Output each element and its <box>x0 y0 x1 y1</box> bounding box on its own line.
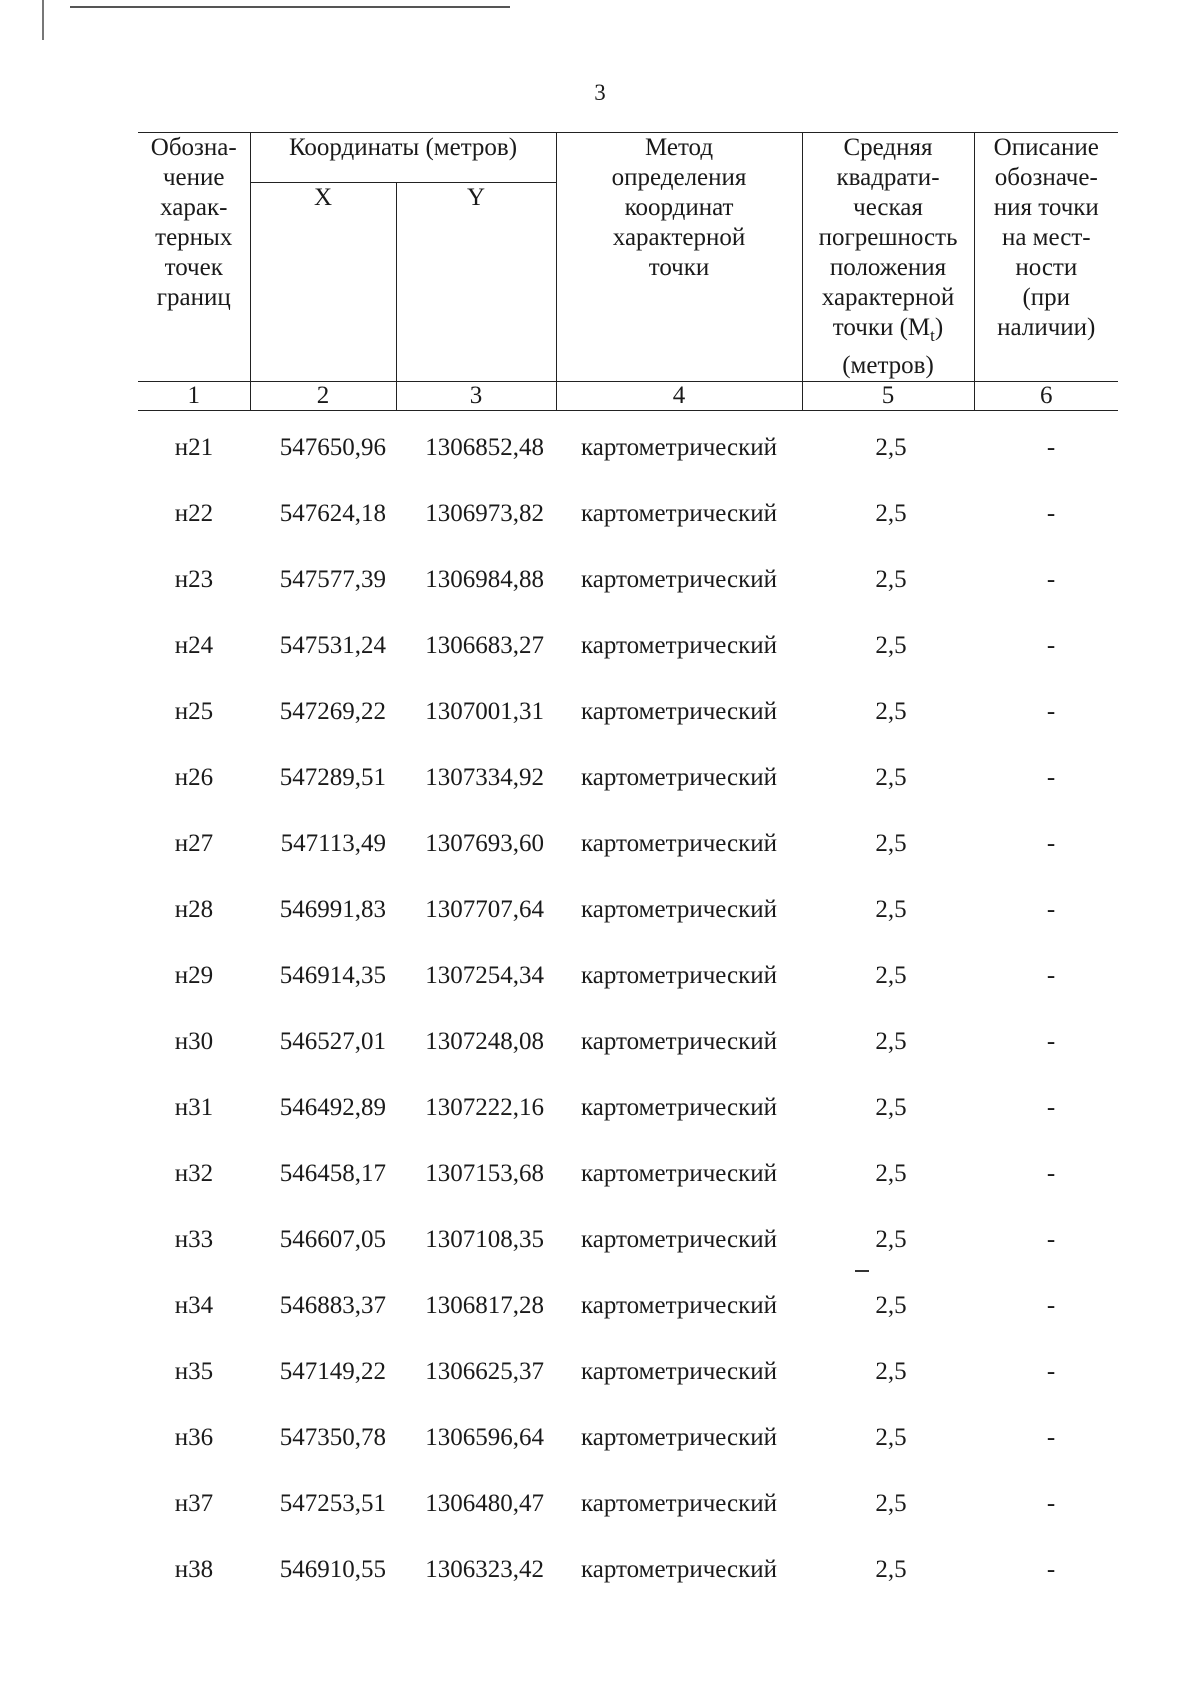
cell-description: - <box>1046 896 1056 923</box>
header-error-subscript: t <box>930 326 935 345</box>
cell-description: - <box>1046 1226 1056 1253</box>
cell-x: 547350,78 <box>279 1424 386 1451</box>
cell-description: - <box>1046 1424 1056 1451</box>
cell-point: н28 <box>174 896 214 923</box>
cell-error: 2,5 <box>875 1556 907 1583</box>
cell-method: картометрический <box>581 1358 777 1385</box>
column-number: 3 <box>396 382 556 411</box>
cell-y: 1306323,42 <box>425 1556 545 1583</box>
cell-x: 547269,22 <box>279 698 386 725</box>
header-x-text: X <box>313 184 333 211</box>
cell-x: 547650,96 <box>279 434 386 461</box>
cell-y: 1307222,16 <box>425 1094 545 1121</box>
cell-description: - <box>1046 830 1056 857</box>
table-row <box>138 1537 1118 1603</box>
scan-edge-line <box>70 6 510 8</box>
cell-y: 1307248,08 <box>425 1028 545 1055</box>
table-row <box>138 481 1118 547</box>
table-row <box>138 679 1118 745</box>
header-method-text: Метод определения координат характерной точки <box>611 134 747 281</box>
cell-description: - <box>1046 1094 1056 1121</box>
cell-error: 2,5 <box>875 632 907 659</box>
cell-method: картометрический <box>581 830 777 857</box>
cell-x: 547253,51 <box>279 1490 386 1517</box>
cell-y: 1306480,47 <box>425 1490 545 1517</box>
cell-description: - <box>1046 764 1056 791</box>
cell-error: 2,5 <box>875 896 907 923</box>
cell-point: н30 <box>174 1028 214 1055</box>
header-description-text: Описание обозначе- ния точки на мест- ности (при наличии) <box>993 134 1099 341</box>
cell-method: картометрический <box>581 1556 777 1583</box>
cell-description: - <box>1046 1028 1056 1055</box>
cell-method: картометрический <box>581 434 777 461</box>
page-number: 3 <box>594 80 606 105</box>
table-row <box>138 1141 1118 1207</box>
cell-y: 1306625,37 <box>425 1358 545 1385</box>
column-number: 5 <box>802 382 974 411</box>
cell-description: - <box>1046 698 1056 725</box>
cell-error: 2,5 <box>875 500 907 527</box>
cell-description: - <box>1046 1160 1056 1187</box>
cell-y: 1306852,48 <box>425 434 545 461</box>
cell-description: - <box>1046 632 1056 659</box>
cell-method: картометрический <box>581 1226 777 1253</box>
cell-x: 546607,05 <box>279 1226 386 1253</box>
cell-x: 546492,89 <box>279 1094 386 1121</box>
table-row <box>138 1075 1118 1141</box>
header-coordinates-text: Координаты (метров) <box>288 134 518 161</box>
cell-error: 2,5 <box>875 962 907 989</box>
cell-y: 1306984,88 <box>425 566 545 593</box>
cell-point: н25 <box>174 698 214 725</box>
table-row <box>138 1009 1118 1075</box>
header-point-text: Обозна- чение харак- терных точек границ <box>150 134 237 311</box>
cell-x: 546991,83 <box>279 896 386 923</box>
cell-point: н34 <box>174 1292 214 1319</box>
cell-point: н23 <box>174 566 214 593</box>
header-x <box>250 183 396 382</box>
cell-method: картометрический <box>581 896 777 923</box>
cell-method: картометрический <box>581 1094 777 1121</box>
column-number-row <box>138 382 1118 411</box>
cell-point: н35 <box>174 1358 214 1385</box>
cell-description: - <box>1046 1556 1056 1583</box>
cell-error: 2,5 <box>875 1226 907 1253</box>
cell-point: н27 <box>174 830 214 857</box>
cell-point: н29 <box>174 962 214 989</box>
cell-point: н22 <box>174 500 214 527</box>
cell-point: н33 <box>174 1226 214 1253</box>
cell-method: картометрический <box>581 632 777 659</box>
header-y-text: Y <box>466 184 486 211</box>
cell-description: - <box>1046 500 1056 527</box>
cell-x: 546527,01 <box>279 1028 386 1055</box>
header-error-text-end: ) (метров) <box>842 314 944 379</box>
table-row <box>138 745 1118 811</box>
cell-description: - <box>1046 1358 1056 1385</box>
cell-x: 547624,18 <box>279 500 386 527</box>
cell-error: 2,5 <box>875 434 907 461</box>
cell-method: картометрический <box>581 764 777 791</box>
cell-y: 1306817,28 <box>425 1292 545 1319</box>
table-row <box>138 943 1118 1009</box>
cell-point: н24 <box>174 632 214 659</box>
cell-method: картометрический <box>581 1160 777 1187</box>
header-method <box>556 133 802 382</box>
cell-x: 546910,55 <box>279 1556 386 1583</box>
header-error-text: Средняя квадрати- ческая погрешность положения характерной точки (M <box>818 134 958 341</box>
cell-error: 2,5 <box>875 1094 907 1121</box>
cell-x: 546914,35 <box>279 962 386 989</box>
cell-method: картометрический <box>581 962 777 989</box>
cell-error: 2,5 <box>875 1424 907 1451</box>
cell-x: 547577,39 <box>279 566 386 593</box>
cell-method: картометрический <box>581 1292 777 1319</box>
cell-y: 1307108,35 <box>425 1226 545 1253</box>
cell-error: 2,5 <box>875 1028 907 1055</box>
cell-x: 546458,17 <box>279 1160 386 1187</box>
column-number: 1 <box>138 382 250 411</box>
cell-description: - <box>1046 1490 1056 1517</box>
table-row <box>138 877 1118 943</box>
cell-error: 2,5 <box>875 698 907 725</box>
cell-description: - <box>1046 434 1056 461</box>
cell-y: 1307693,60 <box>425 830 545 857</box>
cell-point: н26 <box>174 764 214 791</box>
cell-point: н36 <box>174 1424 214 1451</box>
table-row <box>138 613 1118 679</box>
cell-y: 1307001,31 <box>425 698 545 725</box>
cell-y: 1306973,82 <box>425 500 545 527</box>
cell-error: 2,5 <box>875 1358 907 1385</box>
cell-y: 1307153,68 <box>425 1160 545 1187</box>
cell-point: н37 <box>174 1490 214 1517</box>
table-row <box>138 1339 1118 1405</box>
cell-y: 1307254,34 <box>425 962 545 989</box>
cell-method: картометрический <box>581 500 777 527</box>
cell-error: 2,5 <box>875 1160 907 1187</box>
cell-error: 2,5 <box>875 1292 907 1319</box>
column-number: 2 <box>250 382 396 411</box>
table-row <box>138 411 1118 482</box>
cell-method: картометрический <box>581 1424 777 1451</box>
table-row <box>138 1405 1118 1471</box>
cell-x: 547289,51 <box>279 764 386 791</box>
cell-point: н38 <box>174 1556 214 1583</box>
cell-error: 2,5 <box>875 764 907 791</box>
cell-y: 1307334,92 <box>425 764 545 791</box>
cell-method: картометрический <box>581 1028 777 1055</box>
table-row <box>138 1471 1118 1537</box>
table-body <box>138 411 1118 1604</box>
table-row <box>138 1207 1118 1273</box>
cell-x: 547531,24 <box>279 632 386 659</box>
cell-x: 547149,22 <box>279 1358 386 1385</box>
table-row <box>138 811 1118 877</box>
cell-method: картометрический <box>581 1490 777 1517</box>
header-coordinates <box>250 133 556 183</box>
cell-description: - <box>1046 566 1056 593</box>
cell-error: 2,5 <box>875 566 907 593</box>
table-header <box>138 133 1118 411</box>
cell-method: картометрический <box>581 698 777 725</box>
table-row <box>138 547 1118 613</box>
cell-x: 546883,37 <box>279 1292 386 1319</box>
cell-y: 1307707,64 <box>425 896 545 923</box>
coordinates-table <box>138 132 1118 1603</box>
cell-y: 1306683,27 <box>425 632 545 659</box>
column-number: 4 <box>556 382 802 411</box>
cell-x: 547113,49 <box>280 830 386 857</box>
header-point <box>138 133 250 382</box>
table-row <box>138 1273 1118 1339</box>
column-number: 6 <box>974 382 1118 411</box>
cell-point: н21 <box>174 434 214 461</box>
cell-description: - <box>1046 1292 1056 1319</box>
header-error <box>802 133 974 382</box>
cell-error: 2,5 <box>875 1490 907 1517</box>
header-description <box>974 133 1118 382</box>
cell-point: н32 <box>174 1160 214 1187</box>
scan-edge-line <box>42 0 44 40</box>
cell-error: 2,5 <box>875 830 907 857</box>
header-y <box>396 183 556 382</box>
cell-description: - <box>1046 962 1056 989</box>
cell-point: н31 <box>174 1094 214 1121</box>
scan-speck <box>855 1270 869 1272</box>
cell-method: картометрический <box>581 566 777 593</box>
cell-y: 1306596,64 <box>425 1424 545 1451</box>
